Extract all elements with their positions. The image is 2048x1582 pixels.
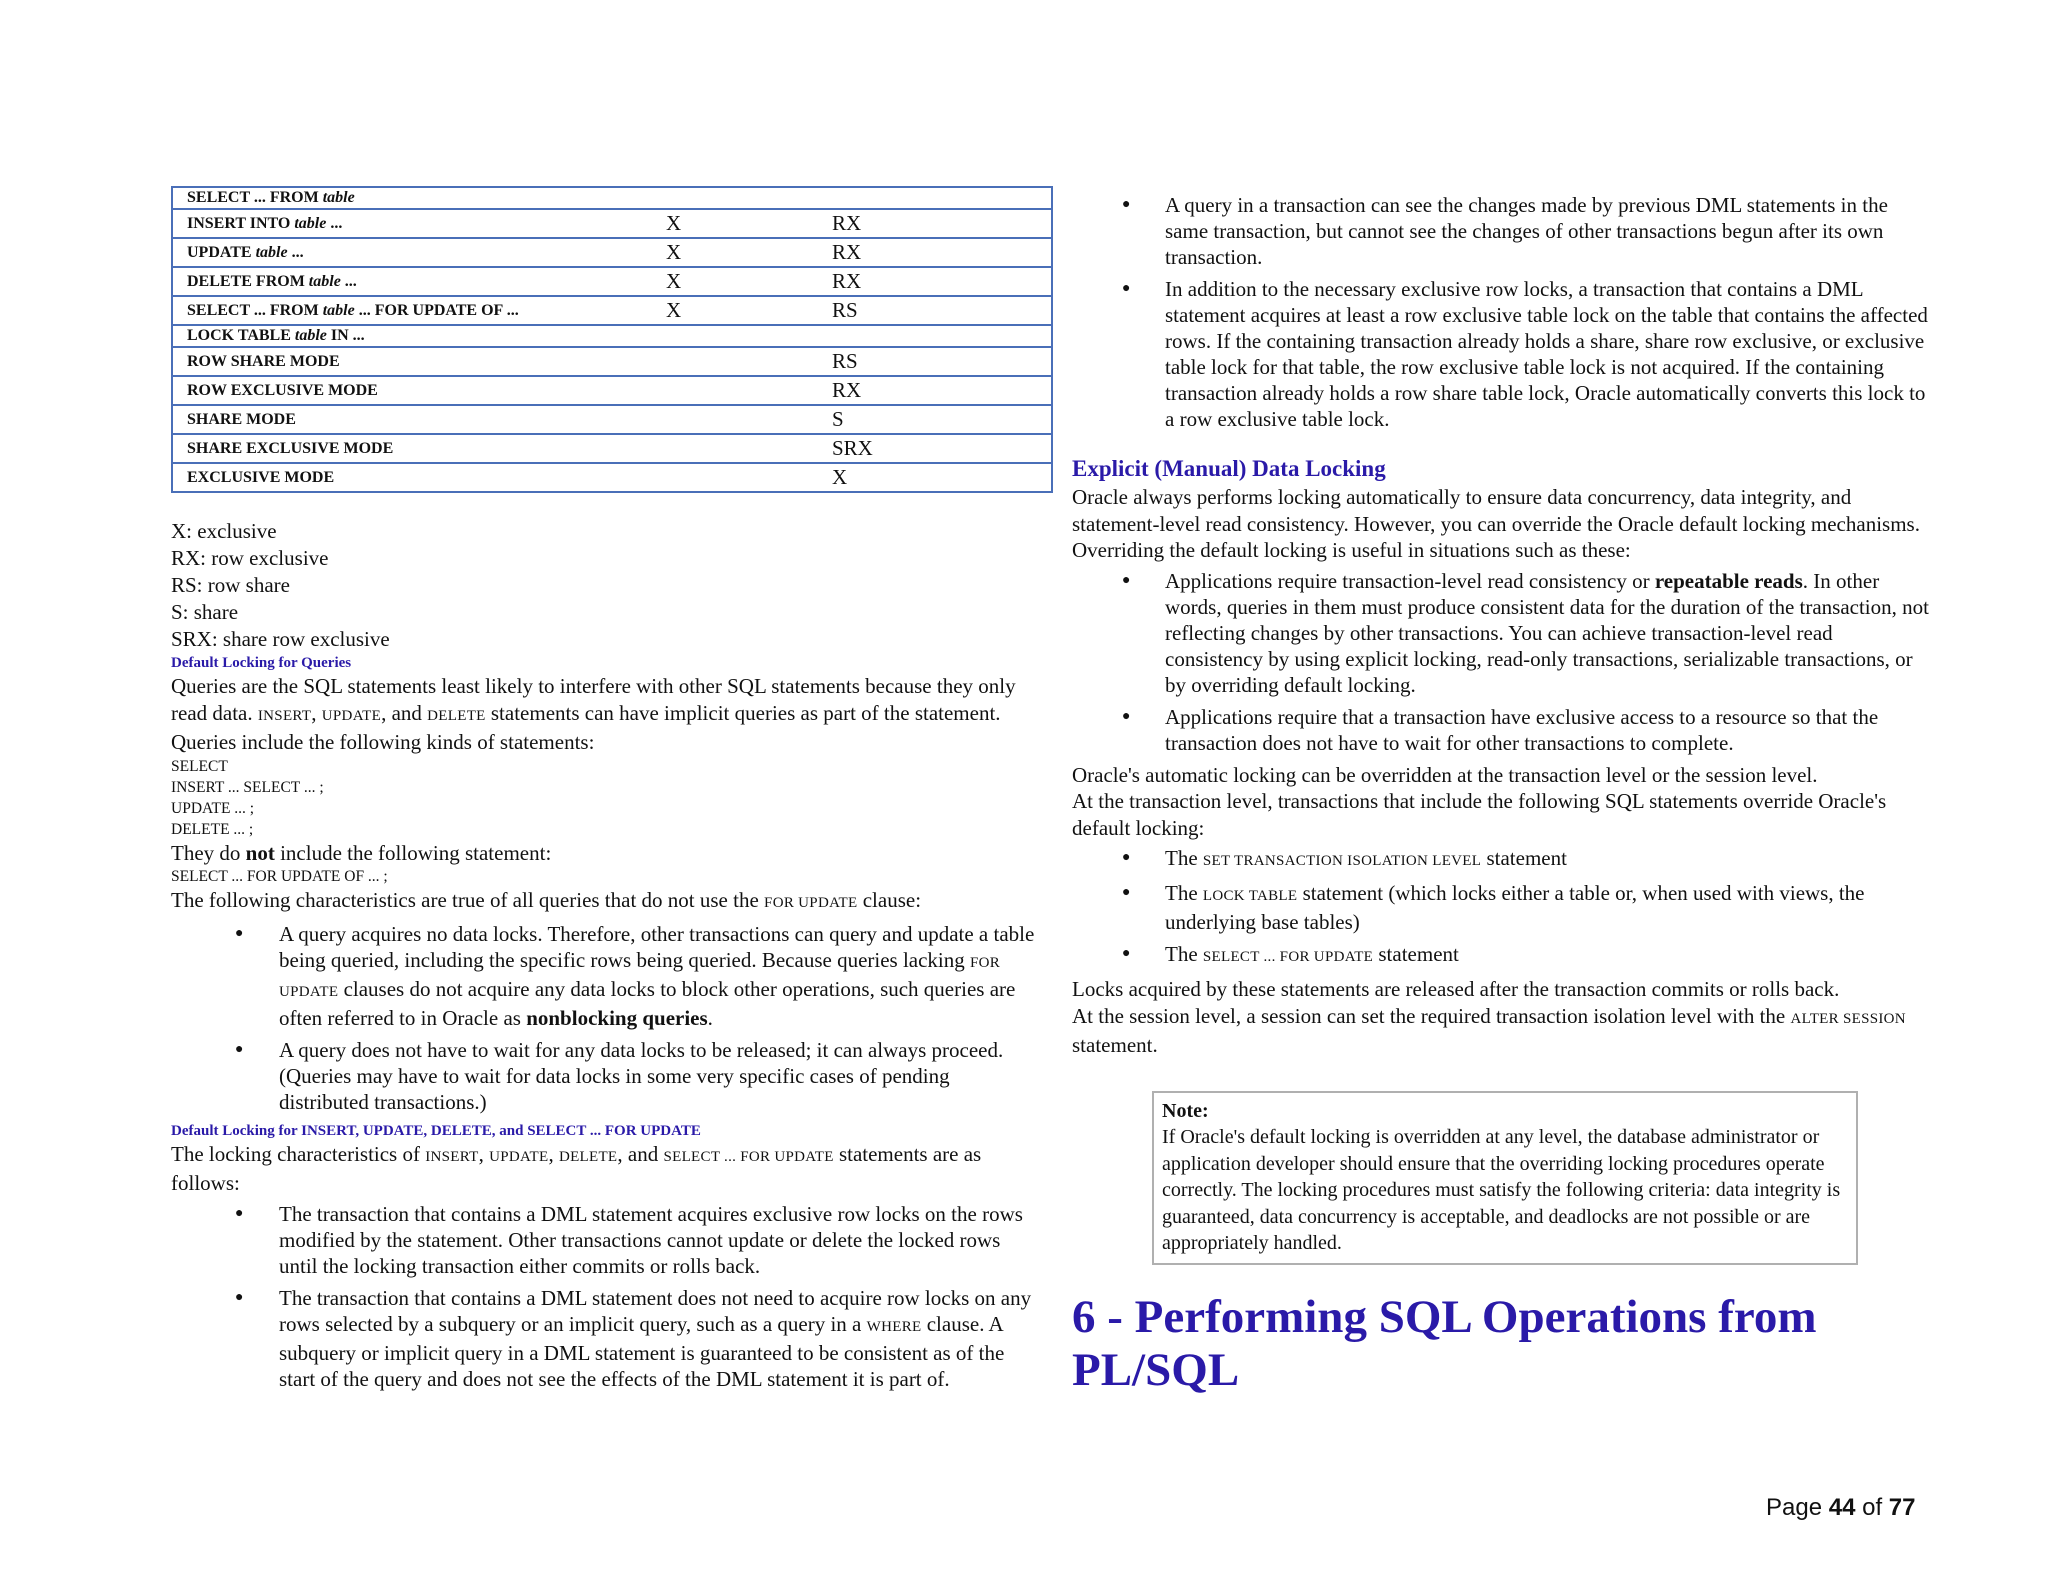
row-lock-cell (652, 325, 818, 347)
legend-item: SRX: share row exclusive (171, 627, 390, 651)
list-item: ● Applications require transaction-level read consistency or repeatable reads. In other words, queries in them must produce consistent data for the duration of the transaction, not reflecting changes by other transactions. You can achieve transaction-level read consistency by using explicit locking, read-only transactions, serializable transactions, or by overriding default locking. (1072, 568, 1932, 698)
table-lock-cell: S (818, 405, 1052, 434)
statement-cell: SELECT ... FROM table (172, 187, 652, 209)
statement-cell: SELECT ... FROM table ... FOR UPDATE OF ... (172, 296, 652, 325)
table-lock-cell: RX (818, 376, 1052, 405)
code-line: SELECT (171, 757, 228, 775)
list-item: ● In addition to the necessary exclusive row locks, a transaction that contains a DML statement acquires at least a row exclusive table lock on the table that contains the affected rows. If the containing transaction already holds a share, share row exclusive, or exclusive table lock for that table, the row exclusive table lock is not acquired. If the containing transaction already holds a row share table lock, Oracle automatically converts this lock to a row exclusive table lock. (1072, 276, 1932, 432)
row-lock-cell (652, 434, 818, 463)
statement-cell: LOCK TABLE table IN ... (172, 325, 652, 347)
paragraph: They do not include the following statement: (171, 840, 552, 865)
list-item: ● The transaction that contains a DML statement acquires exclusive row locks on the rows modified by the statement. Other transactions cannot update or delete the locked rows until the locking transaction either commits or rolls back. (171, 1201, 1037, 1279)
bullet-list (171, 921, 1037, 1115)
row-lock-cell: X (652, 267, 818, 296)
table-row (172, 434, 1052, 463)
list-item: ● Applications require that a transaction have exclusive access to a resource so that the transaction does not have to wait for other transactions to complete. (1072, 704, 1932, 756)
table-lock-cell: RX (818, 267, 1052, 296)
table-row (172, 267, 1052, 296)
row-lock-cell: X (652, 238, 818, 267)
row-lock-cell: X (652, 209, 818, 238)
statement-cell: SHARE EXCLUSIVE MODE (172, 434, 652, 463)
bullet-list (1072, 192, 1932, 432)
table-row (172, 405, 1052, 434)
heading-explicit-data-locking: Explicit (Manual) Data Locking (1072, 456, 1386, 481)
list-item: ● A query does not have to wait for any data locks to be released; it can always proceed. (Queries may have to wait for data locks in some very specific cases of pending distributed transactions.) (171, 1037, 1037, 1115)
paragraph: Locks acquired by these statements are released after the transaction commits or rolls back. (1072, 977, 1840, 1001)
table-lock-cell: X (818, 463, 1052, 492)
bullet-list (171, 1201, 1037, 1392)
code-line: SELECT ... FOR UPDATE OF ... ; (171, 868, 388, 885)
statement-cell: UPDATE table ... (172, 238, 652, 267)
row-lock-cell (652, 463, 818, 492)
code-line: DELETE ... ; (171, 820, 254, 838)
paragraph: At the transaction level, transactions that include the following SQL statements override Oracle's default locking: (1072, 789, 1887, 840)
legend-item: RS: row share (171, 573, 290, 597)
row-lock-cell: X (652, 296, 818, 325)
table-lock-cell (818, 187, 1052, 209)
lock-legend (171, 518, 1037, 653)
table-row (172, 209, 1052, 238)
row-lock-cell (652, 405, 818, 434)
table-lock-cell: SRX (818, 434, 1052, 463)
table-row (172, 347, 1052, 376)
list-item: ● A query acquires no data locks. Therefore, other transactions can query and update a table being queried, including the specific rows being queried. Because queries lacking FOR UPDATE clauses do not acquire any data locks to block other operations, such queries are often referred to in Oracle as nonblocking queries. (171, 921, 1037, 1031)
paragraph: Oracle always performs locking automatically to ensure data concurrency, data integrity, and statement-level read consistency. However, you can override the Oracle default locking mechanisms. Overriding the default locking is useful in situations such as these: (1072, 485, 1920, 562)
table-row (172, 238, 1052, 267)
table-row (172, 187, 1052, 209)
statement-cell: DELETE FROM table ... (172, 267, 652, 296)
paragraph: At the session level, a session can set the required transaction isolation level with the ALTER SESSION statement. (1072, 1003, 1906, 1057)
table-lock-cell: RS (818, 296, 1052, 325)
table-lock-cell: RS (818, 347, 1052, 376)
right-column (1072, 186, 1932, 1397)
list-item: ● A query in a transaction can see the changes made by previous DML statements in the same transaction, but cannot see the changes of other transactions begun after its own transaction. (1072, 192, 1932, 270)
table-lock-cell: RX (818, 238, 1052, 267)
table-row (172, 296, 1052, 325)
table-lock-cell (818, 325, 1052, 347)
code-line: UPDATE ... ; (171, 799, 255, 817)
heading-default-locking-dml: Default Locking for INSERT, UPDATE, DELETE, and SELECT ... FOR UPDATE (171, 1122, 701, 1139)
statement-cell: ROW EXCLUSIVE MODE (172, 376, 652, 405)
page-number: Page 44 of 77 (1766, 1494, 1916, 1521)
paragraph: Oracle's automatic locking can be overridden at the transaction level or the session level. (1072, 762, 1818, 787)
code-line: INSERT ... SELECT ... ; (171, 778, 324, 796)
legend-item: S: share (171, 600, 239, 624)
heading-default-locking-queries: Default Locking for Queries (171, 655, 352, 671)
row-lock-cell (652, 376, 818, 405)
statement-cell: EXCLUSIVE MODE (172, 463, 652, 492)
table-row (172, 376, 1052, 405)
left-column (171, 186, 1037, 1398)
row-lock-cell (652, 347, 818, 376)
statement-cell: ROW SHARE MODE (172, 347, 652, 376)
table-row (172, 325, 1052, 347)
paragraph: Queries are the SQL statements least likely to interfere with other SQL statements because they only read data. INSERT, UPDATE, and DELETE statements can have implicit queries as part of the statement. Queries include the following kinds of statements: (171, 674, 1016, 754)
list-item: ● The SELECT ... FOR UPDATE statement (1072, 941, 1932, 970)
note-title: Note: (1162, 1099, 1209, 1122)
table-row (172, 463, 1052, 492)
legend-item: X: exclusive (171, 519, 277, 543)
table-lock-cell: RX (818, 209, 1052, 238)
lock-mode-table (171, 186, 1053, 493)
list-item: ● The SET TRANSACTION ISOLATION LEVEL statement (1072, 845, 1932, 874)
statement-cell: SHARE MODE (172, 405, 652, 434)
list-item: ● The transaction that contains a DML statement does not need to acquire row locks on any rows selected by a subquery or an implicit query, such as a query in a WHERE clause. A subquery or implicit query in a DML statement is guaranteed to be consistent as of the start of the query and does not see the effects of the DML statement it is part of. (171, 1285, 1037, 1392)
paragraph: The locking characteristics of INSERT, UPDATE, DELETE, and SELECT ... FOR UPDATE statements are as follows: (171, 1141, 982, 1195)
note-body: If Oracle's default locking is overridden at any level, the database administrator or application developer should ensure that the overriding locking procedures operate correctly. The locking procedures must satisfy the following criteria: data integrity is guaranteed, data concurrency is acceptable, and deadlocks are not possible or are appropriately handled. (1162, 1126, 1841, 1254)
statement-cell: INSERT INTO table ... (172, 209, 652, 238)
row-lock-cell (652, 187, 818, 209)
section-title: 6 - Performing SQL Operations from PL/SQL (1072, 1290, 1817, 1396)
list-item: ● The LOCK TABLE statement (which locks either a table or, when used with views, the underlying base tables) (1072, 880, 1932, 935)
bullet-list (1072, 845, 1932, 970)
note-box (1152, 1091, 1858, 1265)
legend-item: RX: row exclusive (171, 546, 329, 570)
paragraph: The following characteristics are true of all queries that do not use the FOR UPDATE clause: (171, 888, 922, 912)
bullet-list (1072, 568, 1932, 756)
